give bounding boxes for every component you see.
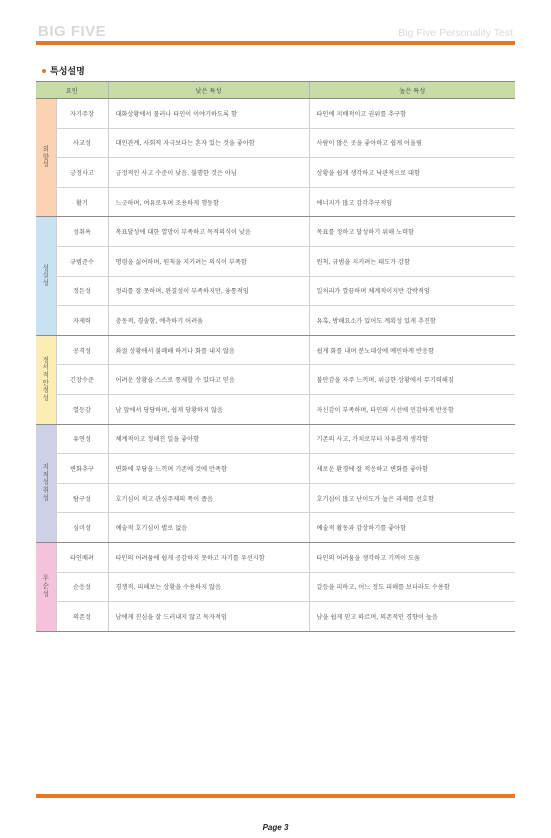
high-trait-cell: 호기심이 많고 난이도가 높은 과제를 선호함 [309, 483, 515, 513]
high-trait-cell: 상황을 쉽게 생각하고 낙관적으로 대함 [309, 158, 515, 188]
low-trait-cell: 변화에 부담을 느끼며 기존에 것에 만족함 [108, 454, 309, 484]
low-trait-cell: 느긋하며, 여유로우며 조용하게 행동함 [108, 187, 309, 217]
table-row [36, 602, 515, 632]
high-trait-cell: 목표를 정하고 달성하기 위해 노력함 [309, 217, 515, 247]
high-trait-cell: 일처리가 깔끔하며 체계적이지만 강박적임 [309, 276, 515, 306]
table-row [36, 158, 515, 188]
bullet-icon [42, 69, 46, 73]
header-low: 낮은 특성 [108, 82, 309, 99]
high-trait-cell: 쉽게 화를 내며 분노대상에 예민하게 반응함 [309, 335, 515, 365]
section-title: 특성설명 [50, 67, 85, 77]
subfactor-cell: 탐구성 [56, 483, 108, 513]
high-trait-cell: 새로운 환경에 잘 적응하고 변화를 좋아함 [309, 454, 515, 484]
table-row [36, 306, 515, 336]
high-trait-cell: 유혹, 방해요소가 있어도 계획성 있게 추진함 [309, 306, 515, 336]
group-name: 우순성 [42, 574, 49, 598]
subfactor-cell: 자제력 [56, 306, 108, 336]
group-label [36, 99, 56, 217]
section-heading [42, 64, 85, 77]
high-trait-cell: 사람이 많은 곳을 좋아하고 쉽게 어울림 [309, 128, 515, 158]
table-row [36, 454, 515, 484]
high-trait-cell: 갈등을 피하고, 어느 정도 피해를 보더라도 수용함 [309, 572, 515, 602]
table-row [36, 217, 515, 247]
low-trait-cell: 대화상황에서 물러나 타인이 이야기하도록 함 [108, 99, 309, 129]
high-trait-cell: 기존의 사고, 가치로부터 자유롭게 생각함 [309, 424, 515, 454]
low-trait-cell: 남 앞에서 당당하며, 쉽게 당황하지 않음 [108, 394, 309, 424]
table-row [36, 276, 515, 306]
subfactor-cell: 심미성 [56, 513, 108, 543]
low-trait-cell: 긍정적인 사고 수준이 낮음. 불행한 것은 아님 [108, 158, 309, 188]
subfactor-cell: 사교성 [56, 128, 108, 158]
subfactor-cell: 공격성 [56, 335, 108, 365]
subfactor-cell: 자기주장 [56, 99, 108, 129]
low-trait-cell: 목표달성에 대한 열망이 부족하고 목적의식이 낮음 [108, 217, 309, 247]
subfactor-cell: 활기 [56, 187, 108, 217]
high-trait-cell: 불안감을 자주 느끼며, 위급한 상황에서 무기력해짐 [309, 365, 515, 395]
header-factor: 요인 [36, 82, 108, 99]
group-label [36, 217, 56, 335]
subfactor-cell: 긍정사고 [56, 158, 108, 188]
header-high: 높은 특성 [309, 82, 515, 99]
high-trait-cell: 남을 쉽게 믿고 따르며, 의존적인 경향이 높음 [309, 602, 515, 632]
table-row [36, 542, 515, 572]
subfactor-cell: 정돈성 [56, 276, 108, 306]
page-number: Page 3 [262, 823, 289, 832]
table-row [36, 246, 515, 276]
low-trait-cell: 명령을 싫어하며, 원칙을 지키려는 의식이 부족함 [108, 246, 309, 276]
subfactor-cell: 타인배려 [56, 542, 108, 572]
high-trait-cell: 예술적 활동과 감상하기를 좋아함 [309, 513, 515, 543]
table-row [36, 483, 515, 513]
subfactor-cell: 순응성 [56, 572, 108, 602]
group-name: 외향성 [42, 145, 49, 169]
table-row [36, 187, 515, 217]
low-trait-cell: 체계적이고 정해진 일을 좋아함 [108, 424, 309, 454]
low-trait-cell: 정리를 잘 못하며, 완결성이 부족하지만, 융통적임 [108, 276, 309, 306]
header-title: BIG FIVE [38, 23, 107, 40]
table-row [36, 424, 515, 454]
group-name: 정서적안정성 [42, 355, 49, 402]
group-label [36, 542, 56, 631]
group-label [36, 424, 56, 542]
high-trait-cell: 원칙, 규범을 지키려는 태도가 강함 [309, 246, 515, 276]
low-trait-cell: 좌절 상황에서 불쾌해 하거나 화를 내지 않음 [108, 335, 309, 365]
header-subtitle: Big Five Personality Test [398, 27, 513, 39]
table-row [36, 335, 515, 365]
subfactor-cell: 규범준수 [56, 246, 108, 276]
subfactor-cell: 유연성 [56, 424, 108, 454]
subfactor-cell: 열등감 [56, 394, 108, 424]
high-trait-cell: 타인에 지배적이고 권위를 추구함 [309, 99, 515, 129]
group-name: 성실성 [42, 263, 49, 287]
table-row [36, 572, 515, 602]
high-trait-cell: 자신감이 부족하며, 타인의 시선에 민감하게 반응함 [309, 394, 515, 424]
group-name: 지적성취성 [42, 463, 49, 502]
group-label [36, 335, 56, 424]
subfactor-cell: 변화추구 [56, 454, 108, 484]
table-row [36, 513, 515, 543]
low-trait-cell: 타인의 어려움에 쉽게 공감하지 못하고 자기를 우선시함 [108, 542, 309, 572]
low-trait-cell: 충동적, 경솔함, 예측하기 어려움 [108, 306, 309, 336]
subfactor-cell: 성취욕 [56, 217, 108, 247]
table-row [36, 365, 515, 395]
subfactor-cell: 의존성 [56, 602, 108, 632]
trait-table [36, 81, 515, 632]
low-trait-cell: 예술적 호기심이 별로 없음 [108, 513, 309, 543]
high-trait-cell: 타인의 어려움을 생각하고 기꺼이 도움 [309, 542, 515, 572]
table-header-row [36, 82, 515, 99]
header-divider [36, 41, 515, 45]
low-trait-cell: 어려운 상황을 스스로 통제할 수 있다고 믿음 [108, 365, 309, 395]
table-row [36, 394, 515, 424]
footer-divider [36, 794, 515, 798]
low-trait-cell: 대인관계, 사회적 자극보다는 혼자 있는 것을 좋아함 [108, 128, 309, 158]
table-body [36, 99, 515, 632]
low-trait-cell: 남에게 진심을 잘 드러내지 않고 독자적임 [108, 602, 309, 632]
subfactor-cell: 긴장수준 [56, 365, 108, 395]
high-trait-cell: 에너지가 많고 감각추구적임 [309, 187, 515, 217]
table-row [36, 99, 515, 129]
low-trait-cell: 경쟁적, 피해보는 상황을 수용하지 않음 [108, 572, 309, 602]
table-row [36, 128, 515, 158]
low-trait-cell: 호기심이 적고 관심주제의 폭이 좁음 [108, 483, 309, 513]
